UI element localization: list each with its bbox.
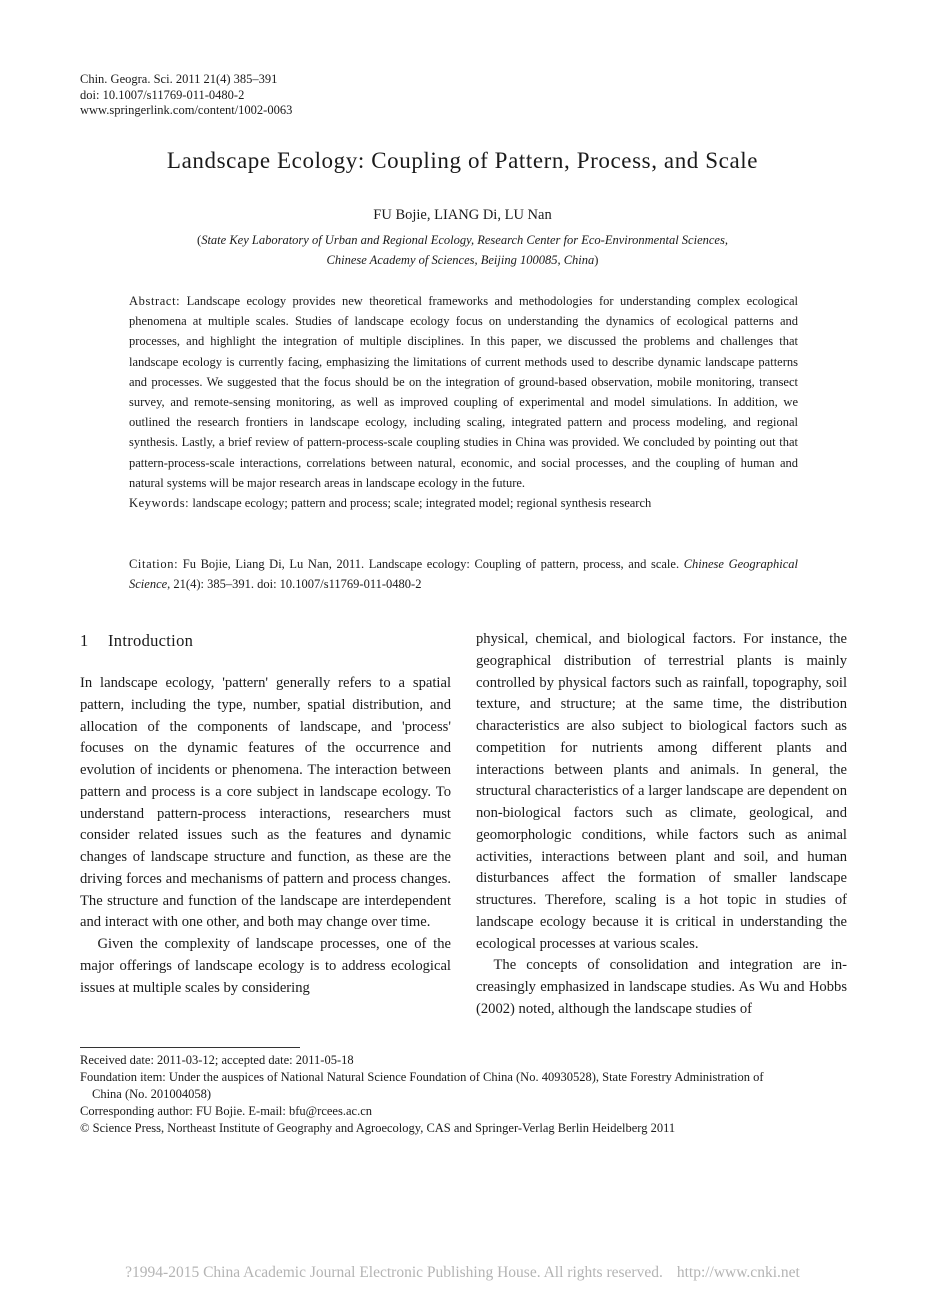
watermark-text: ?1994-2015 China Academic Journal Electronic Publishing House. All rights reserved. (125, 1264, 663, 1281)
paper-title: Landscape Ecology: Coupling of Pattern, Process, and Scale (166, 148, 759, 173)
body-column-left (80, 673, 451, 999)
section-title: Introduction (108, 631, 194, 650)
keywords-text: landscape ecology; pattern and process; scale; integrated model; regional synthesis research (192, 496, 652, 511)
body-column-right (476, 629, 847, 1021)
body-paragraph: The concepts of consolidation and integration are increasingly emphasized in landscape studies. As Wu and Hobbs (2002) noted, although the landscape studies of (476, 957, 847, 1017)
affiliation-line-2: Chinese Academy of Sciences, Beijing 100085, China (326, 253, 595, 267)
footnote-copyright: © Science Press, Northeast Institute of Geography and Agroecology, CAS and Springer-Verlag Berlin Heidelberg 2011 (80, 1121, 676, 1135)
abstract-block (129, 291, 798, 513)
citation-block (129, 554, 798, 594)
journal-header (80, 72, 292, 119)
keywords-label: Keywords: (129, 496, 190, 511)
citation-label: Citation: (129, 557, 179, 571)
affiliation (140, 230, 785, 270)
abstract-label: Abstract: (129, 294, 181, 308)
cnki-watermark (0, 1264, 925, 1282)
keywords-line (129, 493, 798, 513)
doi-line: doi: 10.1007/s11769-011-0480-2 (80, 87, 245, 102)
springer-url-line[interactable]: www.springerlink.com/content/1002-0063 (80, 103, 293, 117)
body-paragraph: Given the complexity of landscape processes, one of the major offerings of landscape ecology is to address ecological issues at multiple scales by considering (80, 936, 451, 996)
journal-citation-line: Chin. Geogra. Sci. 2011 21(4) 385–391 (80, 72, 278, 86)
footnote-received: Received date: 2011-03-12; accepted date: 2011-05-18 (80, 1053, 354, 1067)
footnotes (80, 1052, 848, 1137)
section-number: 1 (80, 631, 89, 650)
watermark-url[interactable]: http://www.cnki.net (676, 1264, 800, 1281)
body-paragraph: In landscape ecology, 'pattern' generally refers to a spatial pattern, including the type, number, spatial distribution, and allocation of the components of landscape, and 'process' focuses on the dynamic features of the occurrence and evolution of incidents or phenomena. The interaction between pattern and process is a core subject in landscape ecology. To understand pattern-process interactions, researchers must consider related issues such as the features and dynamic changes of landscape structure and function, as these are the driving forces and mechanisms of pattern and process changes. The structure and function of the landscape are interdependent and interact with one other, and both may change over time. (80, 675, 451, 931)
abstract-text: Landscape ecology provides new theoretical frameworks and methodologies for understanding complex ecological phenomena at multiple scales. Studies of landscape ecology focus on understanding the dynamics of ecological patterns and processes, and highlight the integration of multiple disciplines. In this paper, we discussed the problems and challenges that landscape ecology is currently facing, emphasizing the limitations of current methods used to describe dynamic landscape patterns and processes. We suggested that the focus should be on the integration of ground-based observation, mobile monitoring, transect survey, and remote-sensing monitoring, as well as improved coupling of experimental and model simulations. In addition, we outlined the research frontiers in landscape ecology, including scaling, integrated pattern and process modeling, and regional synthesis. Lastly, a brief review of pattern-process-scale coupling studies in China was provided. We concluded by pointing out that pattern-process-scale interactions, correlations between natural, economic, and social processes, and the coupling of human and natural systems will be major research areas in landscape ecology in the future. (129, 294, 799, 490)
footnote-divider (80, 1047, 300, 1048)
affiliation-line-1: State Key Laboratory of Urban and Regional Ecology, Research Center for Eco-Environmental Sciences, (201, 233, 728, 247)
citation-journal: Chinese Geographical Science (129, 557, 799, 592)
abstract-paragraph (129, 291, 798, 493)
footnote-foundation: Foundation item: Under the auspices of National Natural Science Foundation of China (No. 40930528), State Forestry Administration of (80, 1070, 764, 1084)
affiliation-open-paren: ( (197, 233, 202, 247)
citation-volume-doi: , 21(4): 385–391. doi: 10.1007/s11769-011-0480-2 (167, 577, 422, 592)
body-paragraph: physical, chemical, and biological factors. For instance, the geographical distribution of terrestrial plants is mainly controlled by physical factors such as rainfall, topography, soil texture, and structure; at the same time, the distribution characteristics are also subject to biological factors such as competition for nutrients among different plants and interactions between plants and animals. In general, the structural characteristics of a larger landscape are dependent on non-biological factors such as climate, geological, and geomorphologic conditions, while factors such as animal activities, interactions between plant and soil, and human disturbances affect the formation of smaller landscape structures. Therefore, scaling is a hot topic in studies of landscape ecology because it is critical in understanding the ecological processes at various scales. (476, 631, 847, 952)
footnote-foundation-cont: China (No. 201004058) (92, 1087, 212, 1101)
footnote-corresponding: Corresponding author: FU Bojie. E-mail: bfu@rcees.ac.cn (80, 1104, 372, 1118)
affiliation-close-paren: ) (594, 253, 599, 267)
section-heading-introduction (80, 631, 193, 651)
citation-text: Fu Bojie, Liang Di, Lu Nan, 2011. Landscape ecology: Coupling of pattern, process, and scale. (182, 557, 680, 571)
author-list: FU Bojie, LIANG Di, LU Nan (373, 207, 552, 223)
